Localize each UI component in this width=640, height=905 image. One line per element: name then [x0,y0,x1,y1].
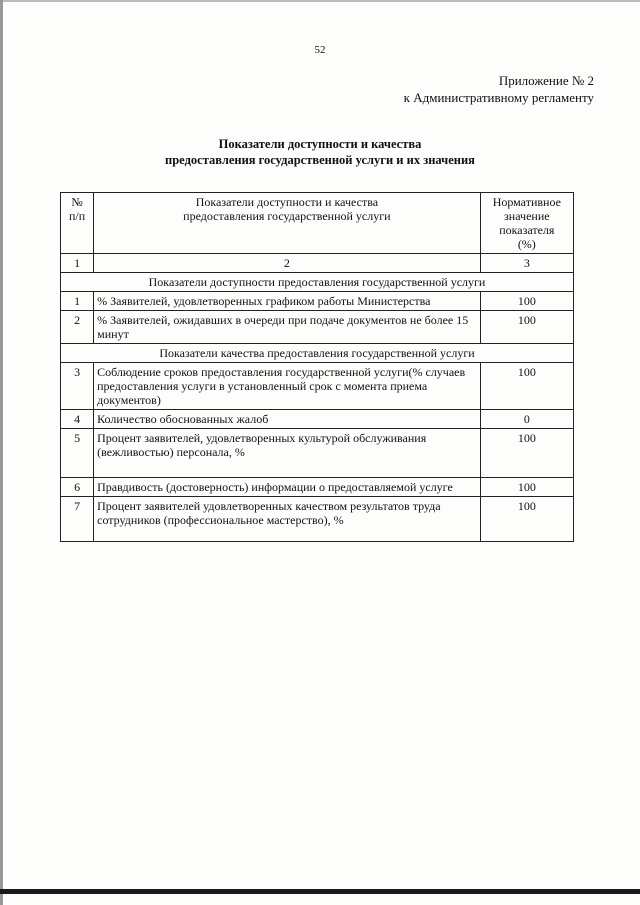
table-row [61,363,574,410]
indicators-table [60,192,574,542]
row-value: 100 [480,478,573,497]
table-header-row [61,193,574,254]
row-name: % Заявителей, ожидавших в очереди при подаче документов не более 15 минут [94,311,481,344]
row-name: Процент заявителей удовлетворенных качеством результатов труда сотрудников (профессиональное мастерство), % [94,497,481,542]
row-num: 4 [61,410,94,429]
table-row [61,292,574,311]
page-number: 52 [314,44,326,56]
table-row [61,497,574,542]
section-title: Показатели доступности предоставления государственной услуги [61,273,574,292]
row-name: Количество обоснованных жалоб [94,410,481,429]
scan-top-edge [0,0,640,2]
appendix-line-1: Приложение № 2 [498,73,594,88]
table-row [61,429,574,478]
section-title: Показатели качества предоставления государственной услуги [61,344,574,363]
row-name: % Заявителей, удовлетворенных графиком работы Министерства [94,292,481,311]
table-row [61,311,574,344]
header-name: Показатели доступности и качества предоставления государственной услуги [94,193,481,254]
row-num: 7 [61,497,94,542]
section-row [61,344,574,363]
document-title [0,136,640,168]
row-num: 5 [61,429,94,478]
row-value: 100 [480,292,573,311]
title-line-1: Показатели доступности и качества [218,137,422,151]
row-num: 1 [61,292,94,311]
header-num: № п/п [61,193,94,254]
row-num: 2 [61,311,94,344]
row-value: 100 [480,497,573,542]
row-value: 100 [480,311,573,344]
row-name: Правдивость (достоверность) информации о предоставляемой услуге [94,478,481,497]
row-name: Процент заявителей, удовлетворенных культурой обслуживания (вежливостью) персонала, % [94,429,481,478]
row-num: 3 [61,363,94,410]
column-index: 1 [61,254,94,273]
header-value: Нормативное значение показателя (%) [480,193,573,254]
title-line-2: предоставления государственной услуги и их значения [165,153,475,167]
table-row [61,410,574,429]
row-num: 6 [61,478,94,497]
column-index: 2 [94,254,481,273]
column-index: 3 [480,254,573,273]
row-name: Соблюдение сроков предоставления государственной услуги(% случаев предоставления услуги в установленный срок с момента приема документов) [94,363,481,410]
appendix-line-2: к Административному регламенту [403,90,594,105]
row-value: 0 [480,410,573,429]
row-value: 100 [480,363,573,410]
appendix-header [404,72,594,106]
row-value: 100 [480,429,573,478]
table-row [61,478,574,497]
column-index-row [61,254,574,273]
section-row [61,273,574,292]
scan-bottom-edge [0,889,640,894]
